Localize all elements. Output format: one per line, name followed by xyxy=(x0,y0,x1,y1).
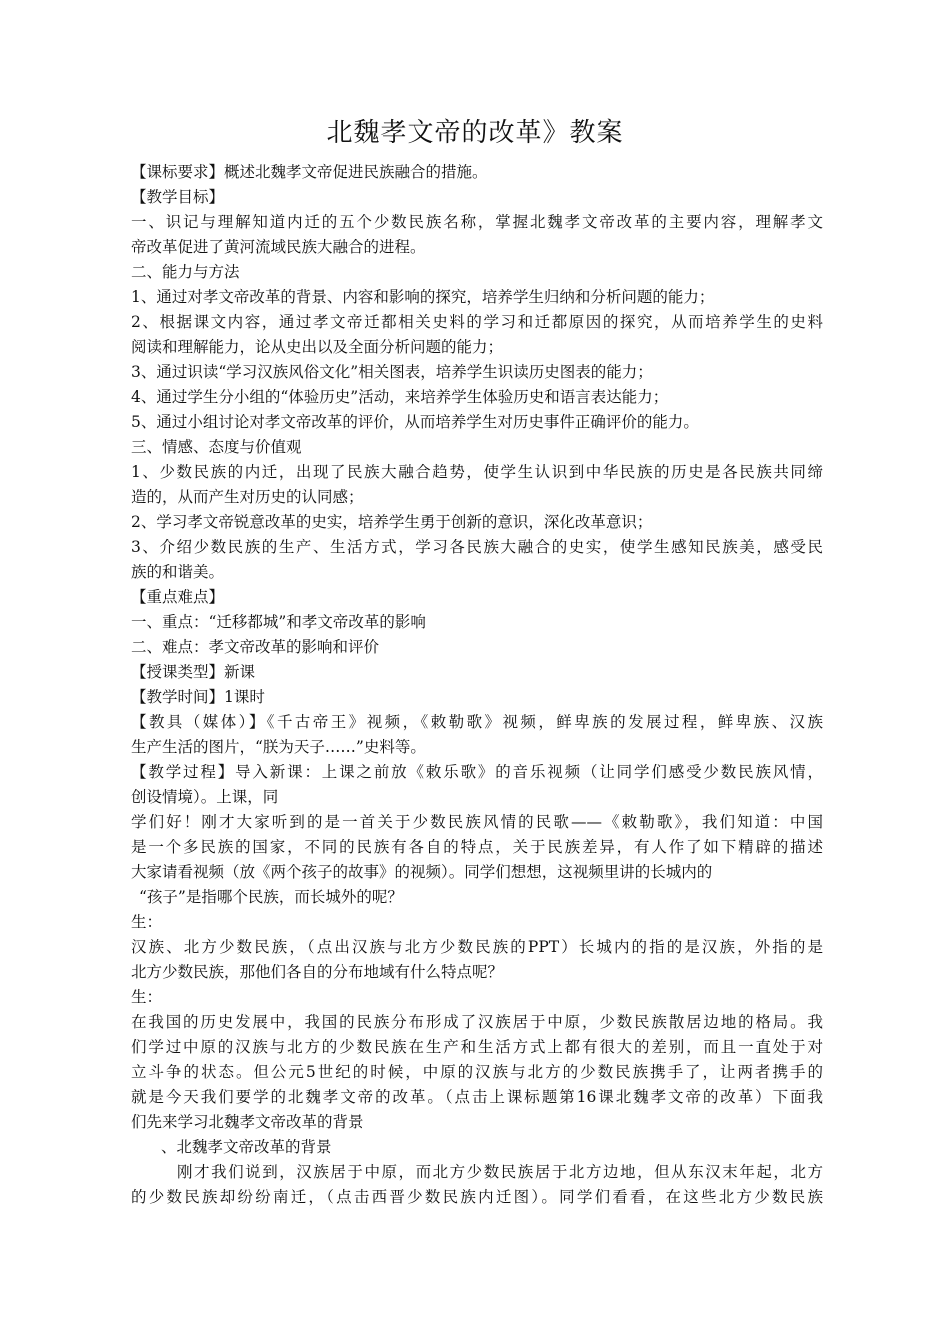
text-line: 阅读和理解能力，论从史出以及全面分析问题的能力； xyxy=(131,338,504,356)
text-line: 二、难点：孝文帝改革的影响和评价 xyxy=(131,638,380,656)
text-line: 1、通过对孝文帝改革的背景、内容和影响的探究，培养学生归纳和分析问题的能力； xyxy=(131,288,715,306)
text-line: 一、重点：“迁移都城”和孝文帝改革的影响 xyxy=(131,613,426,631)
text-line: 4、通过学生分小组的“体验历史”活动，来培养学生体验历史和语言表达能力； xyxy=(131,388,669,406)
text-line: 刚才我们说到，汉族居于中原，而北方少数民族居于北方边地，但从东汉末年起，北方 xyxy=(177,1163,823,1181)
text-line: 3、介绍少数民族的生产、生活方式，学习各民族大融合的史实，使学生感知民族美，感受民 xyxy=(131,538,823,556)
text-line: 在我国的历史发展中，我国的民族分布形成了汉族居于中原，少数民族散居边地的格局。我 xyxy=(131,1013,823,1031)
text-line: “孩子”是指哪个民族，而长城外的呢？ xyxy=(139,888,403,906)
text-line: 帝改革促进了黄河流域民族大融合的进程。 xyxy=(131,238,426,256)
text-line: 三、情感、态度与价值观 xyxy=(131,438,302,456)
text-line: 造的，从而产生对历史的认同感； xyxy=(131,488,364,506)
document-title: 北魏孝文帝的改革》教案 xyxy=(326,118,624,148)
text-line: 生： xyxy=(131,988,163,1006)
text-line: 二、能力与方法 xyxy=(131,263,240,281)
text-line: 【教学目标】 xyxy=(131,188,225,206)
text-line: 生产生活的图片，“朕为天子……”史料等。 xyxy=(131,738,426,756)
text-line: 2、根据课文内容，通过孝文帝迁都相关史料的学习和迁都原因的探究，从而培养学生的史料 xyxy=(131,313,823,331)
text-line: 2、学习孝文帝锐意改革的史实，培养学生勇于创新的意识，深化改革意识； xyxy=(131,513,653,531)
text-line: 就是今天我们要学的北魏孝文帝的改革。（点击上课标题第16课北魏孝文帝的改革）下面我 xyxy=(131,1088,823,1106)
text-line: 学们好！刚才大家听到的是一首关于少数民族风情的民歌——《敕勒歌》，我们知道：中国 xyxy=(131,813,823,831)
text-line: 大家请看视频（放《两个孩子的故事》的视频）。同学们想想，这视频里讲的长城内的 xyxy=(131,863,713,881)
text-line: 们先来学习北魏孝文帝改革的背景 xyxy=(131,1113,364,1131)
text-line: 生： xyxy=(131,913,163,931)
text-line: 北方少数民族，那他们各自的分布地域有什么特点呢？ xyxy=(131,963,504,981)
text-line: 【教学时间】1课时 xyxy=(131,688,265,706)
text-line: 【教学过程】导入新课：上课之前放《敕乐歌》的音乐视频（让同学们感受少数民族风情， xyxy=(131,763,823,781)
text-line: 的少数民族却纷纷南迁，（点击西晋少数民族内迁图）。同学们看看，在这些北方少数民族 xyxy=(131,1188,823,1206)
text-line: 汉族、北方少数民族，（点出汉族与北方少数民族的PPT）长城内的指的是汉族，外指的是 xyxy=(131,938,823,956)
text-line: 是一个多民族的国家，不同的民族有各自的特点，关于民族差异，有人作了如下精辟的描述 xyxy=(131,838,823,856)
text-line: 5、通过小组讨论对孝文帝改革的评价，从而培养学生对历史事件正确评价的能力。 xyxy=(131,413,699,431)
text-line: 【授课类型】新课 xyxy=(131,663,256,681)
text-line: 3、通过识读“学习汉族风俗文化”相关图表，培养学生识读历史图表的能力； xyxy=(131,363,653,381)
text-line: 立斗争的状态。但公元5世纪的时候，中原的汉族与北方的少数民族携手了，让两者携手的 xyxy=(131,1063,823,1081)
text-line: 【重点难点】 xyxy=(131,588,225,606)
document-body xyxy=(131,160,823,1210)
text-line: 【课标要求】概述北魏孝文帝促进民族融合的措施。 xyxy=(131,163,488,181)
text-line: 们学过中原的汉族与北方的少数民族在生产和生活方式上都有很大的差别，而且一直处于对 xyxy=(131,1038,823,1056)
text-line: 1、少数民族的内迁，出现了民族大融合趋势，使学生认识到中华民族的历史是各民族共同缔 xyxy=(131,463,823,481)
text-line: 、北魏孝文帝改革的背景 xyxy=(161,1138,332,1156)
text-line: 创设情境）。上课，同 xyxy=(131,788,279,806)
text-line: 【教具（媒体）】《千古帝王》视频，《敕勒歌》视频，鲜卑族的发展过程，鲜卑族、汉族 xyxy=(131,713,823,731)
text-line: 一、识记与理解知道内迁的五个少数民族名称，掌握北魏孝文帝改革的主要内容，理解孝文 xyxy=(131,213,823,231)
text-line: 族的和谐美。 xyxy=(131,563,225,581)
